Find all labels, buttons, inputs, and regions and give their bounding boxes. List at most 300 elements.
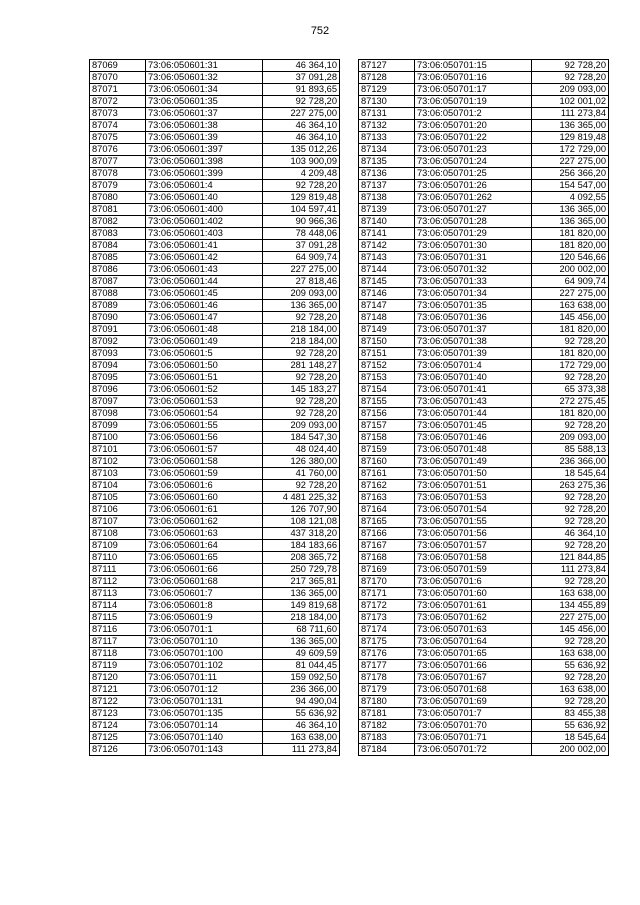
row-number: 87121 — [90, 684, 146, 696]
cadastral-value: 184 183,66 — [263, 540, 340, 552]
cadastral-value: 4 481 225,32 — [263, 492, 340, 504]
cadastral-number: 73:06:050601:40 — [146, 192, 263, 204]
table-row — [90, 288, 340, 300]
cadastral-number: 73:06:050601:59 — [146, 468, 263, 480]
table-row — [359, 708, 609, 720]
table-row — [90, 60, 340, 72]
cadastral-number: 73:06:050701:70 — [415, 720, 532, 732]
table-row — [359, 144, 609, 156]
cadastral-number: 73:06:050701:31 — [415, 252, 532, 264]
cadastral-value: 236 366,00 — [532, 456, 609, 468]
row-number: 87096 — [90, 384, 146, 396]
cadastral-number: 73:06:050701:45 — [415, 420, 532, 432]
table-row — [359, 672, 609, 684]
row-number: 87094 — [90, 360, 146, 372]
table-row — [359, 720, 609, 732]
cadastral-number: 73:06:050701:143 — [146, 744, 263, 756]
row-number: 87076 — [90, 144, 146, 156]
cadastral-number: 73:06:050701:25 — [415, 168, 532, 180]
table-row — [359, 72, 609, 84]
row-number: 87082 — [90, 216, 146, 228]
cadastral-value: 27 818,46 — [263, 276, 340, 288]
cadastral-number: 73:06:050701:36 — [415, 312, 532, 324]
row-number: 87139 — [359, 204, 415, 216]
cadastral-value: 92 728,20 — [263, 396, 340, 408]
row-number: 87080 — [90, 192, 146, 204]
table-row — [359, 528, 609, 540]
row-number: 87093 — [90, 348, 146, 360]
cadastral-number: 73:06:050601:37 — [146, 108, 263, 120]
cadastral-number: 73:06:050701:10 — [146, 636, 263, 648]
cadastral-number: 73:06:050701:67 — [415, 672, 532, 684]
cadastral-number: 73:06:050701:6 — [415, 576, 532, 588]
row-number: 87103 — [90, 468, 146, 480]
cadastral-value: 46 364,10 — [532, 528, 609, 540]
row-number: 87123 — [90, 708, 146, 720]
row-number: 87177 — [359, 660, 415, 672]
row-number: 87104 — [90, 480, 146, 492]
cadastral-value: 256 366,20 — [532, 168, 609, 180]
cadastral-value: 163 638,00 — [532, 300, 609, 312]
cadastral-number: 73:06:050601:34 — [146, 84, 263, 96]
cadastral-number: 73:06:050701:69 — [415, 696, 532, 708]
row-number: 87105 — [90, 492, 146, 504]
cadastral-number: 73:06:050601:32 — [146, 72, 263, 84]
row-number: 87095 — [90, 372, 146, 384]
cadastral-value: 92 728,20 — [532, 636, 609, 648]
cadastral-value: 227 275,00 — [532, 156, 609, 168]
table-row — [90, 600, 340, 612]
cadastral-value: 92 728,20 — [263, 480, 340, 492]
table-row — [359, 300, 609, 312]
table-row — [359, 216, 609, 228]
cadastral-number: 73:06:050701:32 — [415, 264, 532, 276]
table-row — [359, 372, 609, 384]
row-number: 87151 — [359, 348, 415, 360]
cadastral-value: 181 820,00 — [532, 240, 609, 252]
cadastral-value: 209 093,00 — [532, 84, 609, 96]
row-number: 87109 — [90, 540, 146, 552]
cadastral-value: 236 366,00 — [263, 684, 340, 696]
cadastral-number: 73:06:050601:39 — [146, 132, 263, 144]
cadastral-number: 73:06:050601:403 — [146, 228, 263, 240]
cadastral-value: 126 707,90 — [263, 504, 340, 516]
table-row — [90, 216, 340, 228]
cadastral-number: 73:06:050701:28 — [415, 216, 532, 228]
cadastral-number: 73:06:050701:26 — [415, 180, 532, 192]
cadastral-number: 73:06:050701:43 — [415, 396, 532, 408]
cadastral-number: 73:06:050701:29 — [415, 228, 532, 240]
table-row — [359, 84, 609, 96]
cadastral-number: 73:06:050701:55 — [415, 516, 532, 528]
row-number: 87145 — [359, 276, 415, 288]
table-row — [359, 120, 609, 132]
row-number: 87073 — [90, 108, 146, 120]
cadastral-value: 92 728,20 — [532, 672, 609, 684]
cadastral-number: 73:06:050701:51 — [415, 480, 532, 492]
cadastral-number: 73:06:050601:397 — [146, 144, 263, 156]
cadastral-value: 48 024,40 — [263, 444, 340, 456]
row-number: 87142 — [359, 240, 415, 252]
cadastral-value: 91 893,65 — [263, 84, 340, 96]
row-number: 87112 — [90, 576, 146, 588]
table-row — [359, 492, 609, 504]
cadastral-number: 73:06:050701:16 — [415, 72, 532, 84]
table-row — [90, 336, 340, 348]
cadastral-value: 81 044,45 — [263, 660, 340, 672]
cadastral-value: 227 275,00 — [263, 264, 340, 276]
register-table-left — [89, 59, 340, 756]
cadastral-number: 73:06:050601:68 — [146, 576, 263, 588]
row-number: 87101 — [90, 444, 146, 456]
row-number: 87100 — [90, 432, 146, 444]
row-number: 87126 — [90, 744, 146, 756]
cadastral-number: 73:06:050601:54 — [146, 408, 263, 420]
cadastral-number: 73:06:050701:63 — [415, 624, 532, 636]
cadastral-value: 136 365,00 — [532, 120, 609, 132]
row-number: 87125 — [90, 732, 146, 744]
row-number: 87174 — [359, 624, 415, 636]
row-number: 87137 — [359, 180, 415, 192]
cadastral-number: 73:06:050601:398 — [146, 156, 263, 168]
cadastral-number: 73:06:050601:9 — [146, 612, 263, 624]
table-row — [90, 672, 340, 684]
row-number: 87159 — [359, 444, 415, 456]
table-row — [90, 348, 340, 360]
table-row — [90, 168, 340, 180]
cadastral-number: 73:06:050701:44 — [415, 408, 532, 420]
cadastral-number: 73:06:050701:1 — [146, 624, 263, 636]
row-number: 87175 — [359, 636, 415, 648]
table-row — [90, 624, 340, 636]
cadastral-value: 64 909,74 — [263, 252, 340, 264]
table-row — [90, 324, 340, 336]
table-row — [90, 720, 340, 732]
cadastral-value: 92 728,20 — [532, 420, 609, 432]
table-row — [359, 60, 609, 72]
cadastral-number: 73:06:050701:7 — [415, 708, 532, 720]
cadastral-value: 68 711,60 — [263, 624, 340, 636]
row-number: 87108 — [90, 528, 146, 540]
cadastral-number: 73:06:050701:33 — [415, 276, 532, 288]
table-row — [90, 276, 340, 288]
cadastral-value: 108 121,08 — [263, 516, 340, 528]
cadastral-value: 159 092,50 — [263, 672, 340, 684]
cadastral-number: 73:06:050701:22 — [415, 132, 532, 144]
row-number: 87135 — [359, 156, 415, 168]
cadastral-value: 272 275,45 — [532, 396, 609, 408]
cadastral-value: 46 364,10 — [263, 60, 340, 72]
table-row — [90, 84, 340, 96]
row-number: 87091 — [90, 324, 146, 336]
cadastral-number: 73:06:050601:44 — [146, 276, 263, 288]
cadastral-value: 227 275,00 — [263, 108, 340, 120]
cadastral-value: 92 728,20 — [532, 576, 609, 588]
table-row — [90, 708, 340, 720]
row-number: 87138 — [359, 192, 415, 204]
cadastral-number: 73:06:050601:48 — [146, 324, 263, 336]
cadastral-value: 92 728,20 — [263, 180, 340, 192]
cadastral-value: 18 545,64 — [532, 468, 609, 480]
cadastral-number: 73:06:050701:60 — [415, 588, 532, 600]
cadastral-value: 129 819,48 — [263, 192, 340, 204]
table-row — [90, 696, 340, 708]
row-number: 87088 — [90, 288, 146, 300]
row-number: 87144 — [359, 264, 415, 276]
table-row — [359, 468, 609, 480]
cadastral-value: 200 002,00 — [532, 744, 609, 756]
cadastral-number: 73:06:050701:262 — [415, 192, 532, 204]
cadastral-value: 111 273,84 — [263, 744, 340, 756]
cadastral-number: 73:06:050701:40 — [415, 372, 532, 384]
table-row — [359, 204, 609, 216]
row-number: 87110 — [90, 552, 146, 564]
cadastral-value: 163 638,00 — [263, 732, 340, 744]
row-number: 87147 — [359, 300, 415, 312]
table-row — [359, 324, 609, 336]
row-number: 87130 — [359, 96, 415, 108]
cadastral-number: 73:06:050701:71 — [415, 732, 532, 744]
cadastral-value: 136 365,00 — [532, 216, 609, 228]
cadastral-number: 73:06:050701:64 — [415, 636, 532, 648]
table-row — [359, 408, 609, 420]
cadastral-value: 92 728,20 — [263, 348, 340, 360]
table-row — [90, 144, 340, 156]
table-row — [359, 744, 609, 756]
table-row — [359, 252, 609, 264]
table-row — [90, 396, 340, 408]
table-row — [90, 648, 340, 660]
cadastral-value: 154 547,00 — [532, 180, 609, 192]
cadastral-value: 49 609,59 — [263, 648, 340, 660]
table-row — [90, 120, 340, 132]
row-number: 87116 — [90, 624, 146, 636]
cadastral-value: 55 636,92 — [263, 708, 340, 720]
row-number: 87184 — [359, 744, 415, 756]
cadastral-value: 64 909,74 — [532, 276, 609, 288]
cadastral-value: 163 638,00 — [532, 588, 609, 600]
cadastral-number: 73:06:050701:4 — [415, 360, 532, 372]
row-number: 87090 — [90, 312, 146, 324]
cadastral-number: 73:06:050701:39 — [415, 348, 532, 360]
row-number: 87118 — [90, 648, 146, 660]
cadastral-value: 181 820,00 — [532, 228, 609, 240]
cadastral-number: 73:06:050601:51 — [146, 372, 263, 384]
cadastral-value: 200 002,00 — [532, 264, 609, 276]
cadastral-value: 103 900,09 — [263, 156, 340, 168]
cadastral-value: 217 365,81 — [263, 576, 340, 588]
cadastral-number: 73:06:050701:53 — [415, 492, 532, 504]
cadastral-value: 92 728,20 — [532, 60, 609, 72]
cadastral-number: 73:06:050701:27 — [415, 204, 532, 216]
cadastral-value: 437 318,20 — [263, 528, 340, 540]
row-number: 87150 — [359, 336, 415, 348]
cadastral-value: 92 728,20 — [263, 408, 340, 420]
table-row — [359, 480, 609, 492]
cadastral-value: 55 636,92 — [532, 660, 609, 672]
cadastral-value: 181 820,00 — [532, 324, 609, 336]
row-number: 87119 — [90, 660, 146, 672]
cadastral-value: 83 455,38 — [532, 708, 609, 720]
row-number: 87099 — [90, 420, 146, 432]
row-number: 87098 — [90, 408, 146, 420]
table-row — [90, 132, 340, 144]
table-row — [90, 372, 340, 384]
table-row — [90, 636, 340, 648]
cadastral-value: 121 844,85 — [532, 552, 609, 564]
table-row — [90, 588, 340, 600]
table-row — [90, 684, 340, 696]
cadastral-number: 73:06:050601:399 — [146, 168, 263, 180]
table-row — [90, 180, 340, 192]
cadastral-value: 136 365,00 — [532, 204, 609, 216]
table-row — [359, 588, 609, 600]
table-row — [359, 564, 609, 576]
table-row — [359, 636, 609, 648]
table-row — [90, 480, 340, 492]
table-row — [90, 576, 340, 588]
cadastral-value: 172 729,00 — [532, 144, 609, 156]
table-row — [90, 384, 340, 396]
cadastral-number: 73:06:050601:66 — [146, 564, 263, 576]
row-number: 87132 — [359, 120, 415, 132]
table-row — [359, 696, 609, 708]
row-number: 87181 — [359, 708, 415, 720]
cadastral-number: 73:06:050701:58 — [415, 552, 532, 564]
table-row — [90, 252, 340, 264]
cadastral-value: 65 373,38 — [532, 384, 609, 396]
table-row — [90, 456, 340, 468]
cadastral-value: 92 728,20 — [532, 492, 609, 504]
table-row — [359, 180, 609, 192]
cadastral-value: 4 209,48 — [263, 168, 340, 180]
cadastral-value: 85 588,13 — [532, 444, 609, 456]
cadastral-value: 46 364,10 — [263, 132, 340, 144]
cadastral-number: 73:06:050601:57 — [146, 444, 263, 456]
cadastral-value: 172 729,00 — [532, 360, 609, 372]
row-number: 87158 — [359, 432, 415, 444]
cadastral-number: 73:06:050701:57 — [415, 540, 532, 552]
table-row — [90, 156, 340, 168]
cadastral-value: 281 148,27 — [263, 360, 340, 372]
row-number: 87176 — [359, 648, 415, 660]
cadastral-number: 73:06:050701:49 — [415, 456, 532, 468]
cadastral-number: 73:06:050601:65 — [146, 552, 263, 564]
row-number: 87089 — [90, 300, 146, 312]
cadastral-number: 73:06:050601:53 — [146, 396, 263, 408]
row-number: 87106 — [90, 504, 146, 516]
cadastral-number: 73:06:050601:52 — [146, 384, 263, 396]
row-number: 87084 — [90, 240, 146, 252]
cadastral-value: 209 093,00 — [263, 420, 340, 432]
cadastral-value: 46 364,10 — [263, 120, 340, 132]
cadastral-value: 136 365,00 — [263, 636, 340, 648]
cadastral-value: 92 728,20 — [532, 516, 609, 528]
table-row — [359, 600, 609, 612]
row-number: 87162 — [359, 480, 415, 492]
cadastral-number: 73:06:050601:402 — [146, 216, 263, 228]
table-row — [90, 432, 340, 444]
table-row — [359, 516, 609, 528]
row-number: 87086 — [90, 264, 146, 276]
cadastral-number: 73:06:050701:56 — [415, 528, 532, 540]
row-number: 87128 — [359, 72, 415, 84]
table-row — [359, 456, 609, 468]
cadastral-value: 94 490,04 — [263, 696, 340, 708]
table-row — [359, 336, 609, 348]
table-row — [359, 420, 609, 432]
cadastral-value: 4 092,55 — [532, 192, 609, 204]
row-number: 87083 — [90, 228, 146, 240]
cadastral-number: 73:06:050701:68 — [415, 684, 532, 696]
cadastral-value: 209 093,00 — [532, 432, 609, 444]
table-row — [359, 264, 609, 276]
cadastral-number: 73:06:050701:135 — [146, 708, 263, 720]
table-row — [359, 288, 609, 300]
table-row — [359, 612, 609, 624]
row-number: 87146 — [359, 288, 415, 300]
cadastral-number: 73:06:050601:31 — [146, 60, 263, 72]
table-row — [359, 156, 609, 168]
row-number: 87171 — [359, 588, 415, 600]
table-row — [90, 660, 340, 672]
row-number: 87154 — [359, 384, 415, 396]
cadastral-value: 184 547,30 — [263, 432, 340, 444]
row-number: 87148 — [359, 312, 415, 324]
cadastral-value: 37 091,28 — [263, 72, 340, 84]
table-row — [359, 96, 609, 108]
cadastral-value: 41 760,00 — [263, 468, 340, 480]
cadastral-value: 181 820,00 — [532, 408, 609, 420]
cadastral-value: 145 456,00 — [532, 312, 609, 324]
cadastral-number: 73:06:050701:46 — [415, 432, 532, 444]
cadastral-number: 73:06:050701:131 — [146, 696, 263, 708]
row-number: 87070 — [90, 72, 146, 84]
table-row — [359, 540, 609, 552]
cadastral-number: 73:06:050701:20 — [415, 120, 532, 132]
table-row — [90, 564, 340, 576]
row-number: 87097 — [90, 396, 146, 408]
cadastral-number: 73:06:050601:63 — [146, 528, 263, 540]
cadastral-value: 181 820,00 — [532, 348, 609, 360]
table-row — [359, 576, 609, 588]
row-number: 87078 — [90, 168, 146, 180]
cadastral-value: 111 273,84 — [532, 564, 609, 576]
table-row — [90, 312, 340, 324]
cadastral-number: 73:06:050601:41 — [146, 240, 263, 252]
register-table-right — [358, 59, 609, 756]
table-row — [90, 264, 340, 276]
cadastral-number: 73:06:050701:38 — [415, 336, 532, 348]
cadastral-value: 55 636,92 — [532, 720, 609, 732]
cadastral-number: 73:06:050701:17 — [415, 84, 532, 96]
cadastral-number: 73:06:050601:43 — [146, 264, 263, 276]
cadastral-number: 73:06:050601:7 — [146, 588, 263, 600]
cadastral-number: 73:06:050701:41 — [415, 384, 532, 396]
cadastral-value: 92 728,20 — [532, 696, 609, 708]
table-row — [359, 276, 609, 288]
row-number: 87117 — [90, 636, 146, 648]
row-number: 87179 — [359, 684, 415, 696]
cadastral-value: 92 728,20 — [532, 336, 609, 348]
cadastral-number: 73:06:050601:62 — [146, 516, 263, 528]
cadastral-number: 73:06:050601:46 — [146, 300, 263, 312]
table-row — [90, 528, 340, 540]
cadastral-value: 126 380,00 — [263, 456, 340, 468]
row-number: 87120 — [90, 672, 146, 684]
cadastral-number: 73:06:050701:34 — [415, 288, 532, 300]
table-row — [359, 732, 609, 744]
